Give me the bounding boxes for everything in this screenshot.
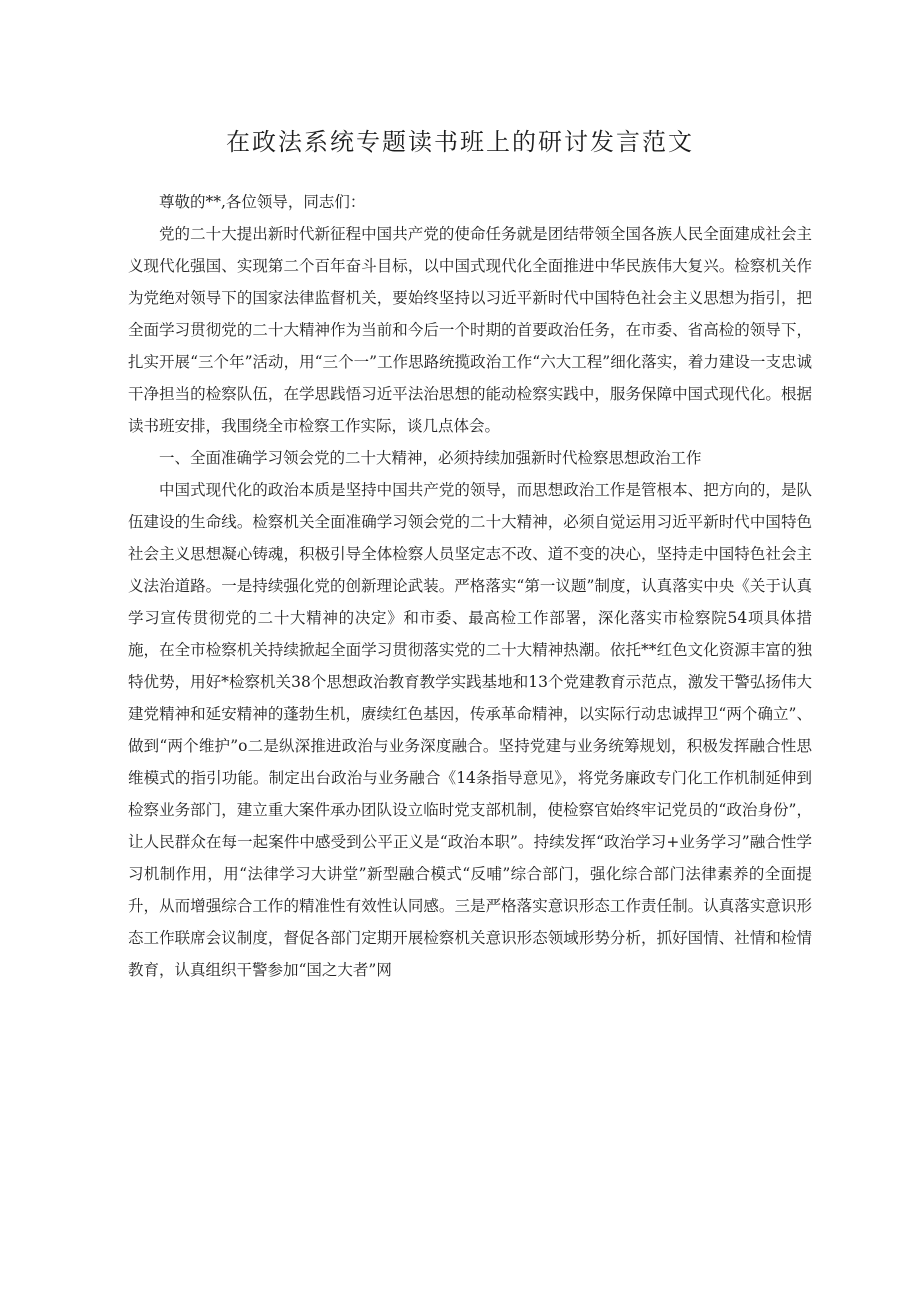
- section-heading-1: 一、全面准确学习领会党的二十大精神，必须持续加强新时代检察思想政治工作: [159, 449, 702, 467]
- document-title: 在政法系统专题读书班上的研讨发言范文: [226, 128, 694, 156]
- document-body: [128, 186, 812, 986]
- salutation: 尊敬的**,各位领导，同志们：: [159, 193, 366, 211]
- paragraph-section-1: 中国式现代化的政治本质是坚持中国共产党的领导，而思想政治工作是管根本、把方向的，是队伍建设的生命线。检察机关全面准确学习领会党的二十大精神，必须自觉运用习近平新时代中国特色社会主义思想凝心铸魂，积极引导全体检察人员坚定志不改、道不变的决心，坚持走中国特色社会主义法治道路。一是持续强化党的创新理论武装。严格落实“第一议题”制度，认真落实中央《关于认真学习宣传贯彻党的二十大精神的决定》和市委、最高检工作部署，深化落实市检察院54项具体措施，在全市检察机关持续掀起全面学习贯彻落实党的二十大精神热潮。依托**红色文化资源丰富的独特优势，用好*检察机关38个思想政治教育教学实践基地和13个党建教育示范点，激发干警弘扬伟大建党精神和延安精神的蓬勃生机，赓续红色基因，传承革命精神，以实际行动忠诚捍卫“两个确立”、做到“两个维护”o二是纵深推进政治与业务深度融合。坚持党建与业务统筹规划，积极发挥融合性思维模式的指引功能。制定出台政治与业务融合《14条指导意见》，将党务廉政专门化工作机制延伸到检察业务部门，建立重大案件承办团队设立临时党支部机制，使检察官始终牢记党员的“政治身份”，让人民群众在每一起案件中感受到公平正义是“政治本职”。持续发挥“政治学习+业务学习”融合性学习机制作用，用“法律学习大讲堂”新型融合模式“反哺”综合部门，强化综合部门法律素养的全面提升，从而增强综合工作的精准性有效性认同感。三是严格落实意识形态工作责任制。认真落实意识形态工作联席会议制度，督促各部门定期开展检察机关意识形态领域形势分析，抓好国情、社情和检情教育，认真组织干警参加“国之大者”网: [128, 481, 812, 979]
- paragraph-intro: 党的二十大提出新时代新征程中国共产党的使命任务就是团结带领全国各族人民全面建成社会主义现代化强国、实现第二个百年奋斗目标，以中国式现代化全面推进中华民族伟大复兴。检察机关作为党绝对领导下的国家法律监督机关，要始终坚持以习近平新时代中国特色社会主义思想为指引，把全面学习贯彻党的二十大精神作为当前和今后一个时期的首要政治任务，在市委、省高检的领导下，扎实开展“三个年”活动，用“三个一”工作思路统揽政治工作“六大工程”细化落实，着力建设一支忠诚干净担当的检察队伍，在学思践悟习近平法治思想的能动检察实践中，服务保障中国式现代化。根据读书班安排，我围绕全市检察工作实际，谈几点体会。: [128, 225, 812, 435]
